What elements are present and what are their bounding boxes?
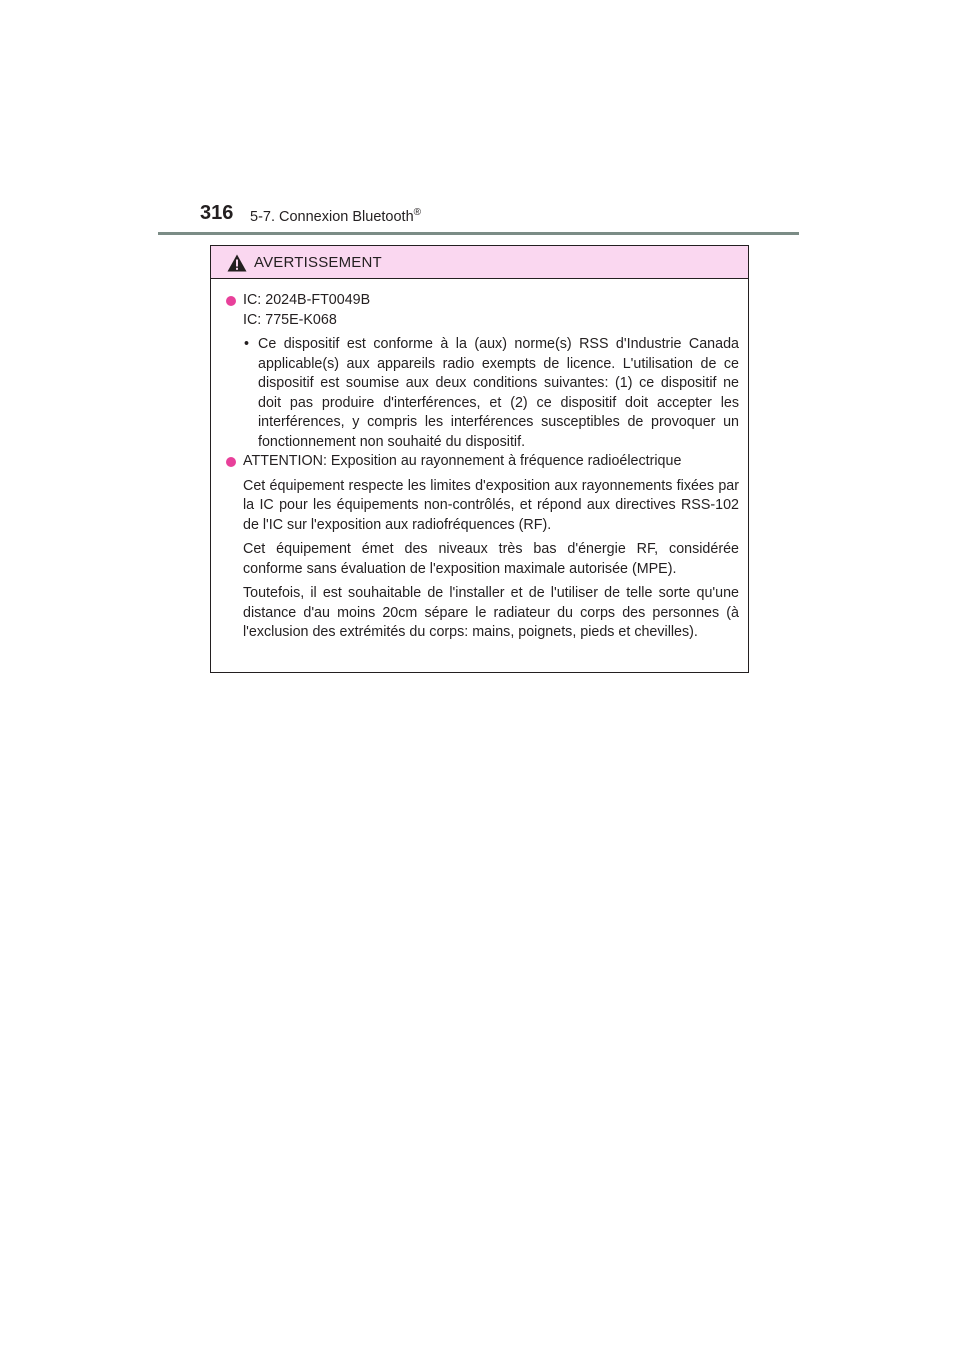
bullet-dot-icon xyxy=(226,296,236,306)
attention-heading: ATTENTION: Exposition au rayonnement à fréquence radioélectrique xyxy=(243,453,682,469)
sub-item-text: Ce dispositif est conforme à la (aux) norme(s) RSS d'Industrie Canada applicable(s) aux appareils radio exempts de licence. L'utilisation de ce dispositif est soumise aux deux conditions suivantes: (1) ce dispositif ne doit pas produire d'interférences, et (2) ce dispositif doit accepter les interférences, y compris les interférences susceptibles de provoquer un fonctionnement non souhaité du dispositif. xyxy=(258,336,739,450)
warning-body xyxy=(211,279,748,643)
bullet-item-attention xyxy=(226,452,739,643)
ic-line-1: IC: 2024B-FT0049B xyxy=(243,292,371,308)
page-number: 316 xyxy=(200,202,234,224)
bullet-item-ic xyxy=(226,291,739,452)
warning-title: AVERTISSEMENT xyxy=(254,254,382,271)
section-title xyxy=(250,207,421,225)
registered-mark: ® xyxy=(413,207,422,218)
sub-item xyxy=(243,335,739,452)
warning-box xyxy=(210,245,749,673)
warning-header xyxy=(211,246,748,279)
paragraph-2: Cet équipement émet des niveaux très bas d'énergie RF, considérée conforme sans évaluation de l'exposition maximale autorisée (MPE). xyxy=(243,541,739,577)
warning-triangle-icon xyxy=(227,254,247,272)
paragraph-1: Cet équipement respecte les limites d'exposition aux rayonnements fixées par la IC pour les équipements non-contrôlés, et répond aux directives RSS-102 de l'IC sur l'exposition aux radiofréquences (RF). xyxy=(243,477,739,533)
section-title-text: 5-7. Connexion Bluetooth xyxy=(250,208,414,225)
ic-line-2: IC: 775E-K068 xyxy=(243,311,337,328)
paragraph-3: Toutefois, il est souhaitable de l'installer et de l'utiliser de telle sorte qu'une distance d'au moins 20cm sépare le radiateur du corps des personnes (à l'exclusion des extrémités du corps: mains, poignets, pieds et chevilles). xyxy=(243,585,739,640)
bullet-dot-icon xyxy=(226,457,236,467)
sub-bullet-icon: • xyxy=(244,336,250,352)
header-rule xyxy=(158,232,799,235)
